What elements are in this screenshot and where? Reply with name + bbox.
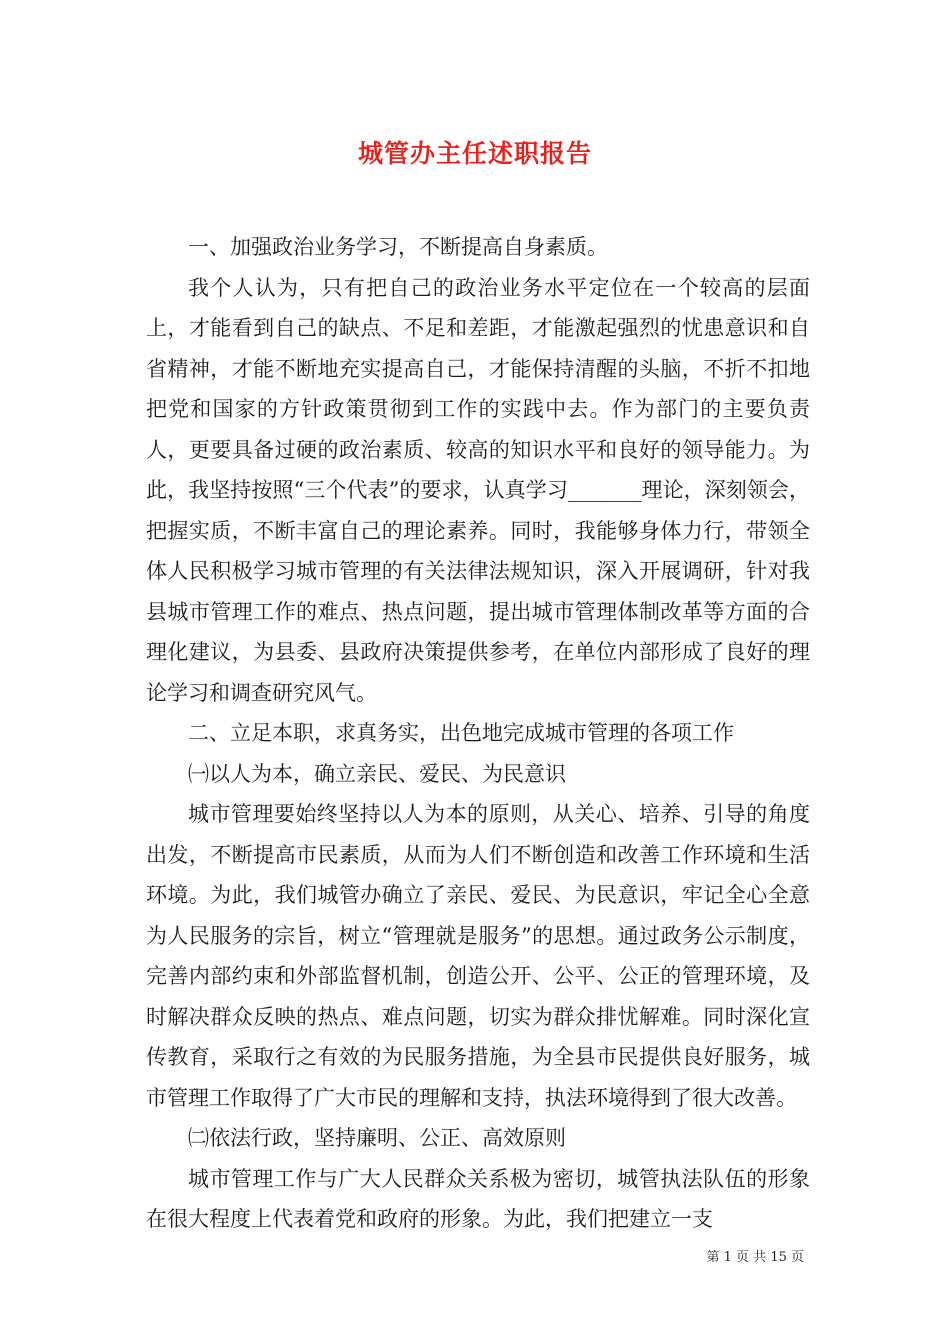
document-body [146,227,810,1240]
paragraph-people-oriented: 城市管理要始终坚持以人为本的原则，从关心、培养、引导的角度出发，不断提高市民素质，从而为人们不断创造和改善工作环境和生活环境。为此，我们城管办确立了亲民、爱民、为民意识，牢记全心全意为人民服务的宗旨，树立“管理就是服务”的思想。通过政务公示制度，完善内部约束和外部监督机制，创造公开、公平、公正的管理环境，及时解决群众反映的热点、难点问题，切实为群众排忧解难。同时深化宣传教育，采取行之有效的为民服务措施，为全县市民提供良好服务，城市管理工作取得了广大市民的理解和支持，执法环境得到了很大改善。 [146,802,810,1110]
subheading-people-oriented: ㈠以人为本，确立亲民、爱民、为民意识 [188,761,566,786]
paragraph-law-administration: 城市管理工作与广大人民群众关系极为密切，城管执法队伍的形象在很大程度上代表着党和政府的形象。为此，我们把建立一支 [146,1166,810,1231]
paragraph-study: 我个人认为，只有把自己的政治业务水平定位在一个较高的层面上，才能看到自己的缺点、不足和差距，才能激起强烈的忧患意识和自省精神，才能不断地充实提高自己，才能保持清醒的头脑，不折不扣地把党和国家的方针政策贯彻到工作的实践中去。作为部门的主要负责人，更要具备过硬的政治素质、较高的知识水平和良好的领导能力。为此，我坚持按照“三个代表”的要求，认真学习_______理论，深刻领会，把握实质，不断丰富自己的理论素养。同时，我能够身体力行，带领全体人民积极学习城市管理的有关法律法规知识，深入开展调研，针对我县城市管理工作的难点、热点问题，提出城市管理体制改革等方面的合理化建议，为县委、县政府决策提供参考，在单位内部形成了良好的理论学习和调查研究风气。 [146,275,810,705]
section-heading-1: 一、加强政治业务学习，不断提高自身素质。 [188,235,608,259]
subheading-law-administration: ㈡依法行政，坚持廉明、公正、高效原则 [188,1126,566,1150]
page-number: 第 1 页 共 15 页 [706,1250,804,1265]
document-title: 城管办主任述职报告 [357,139,592,168]
section-heading-2: 二、立足本职，求真务实，出色地完成城市管理的各项工作 [188,721,734,745]
